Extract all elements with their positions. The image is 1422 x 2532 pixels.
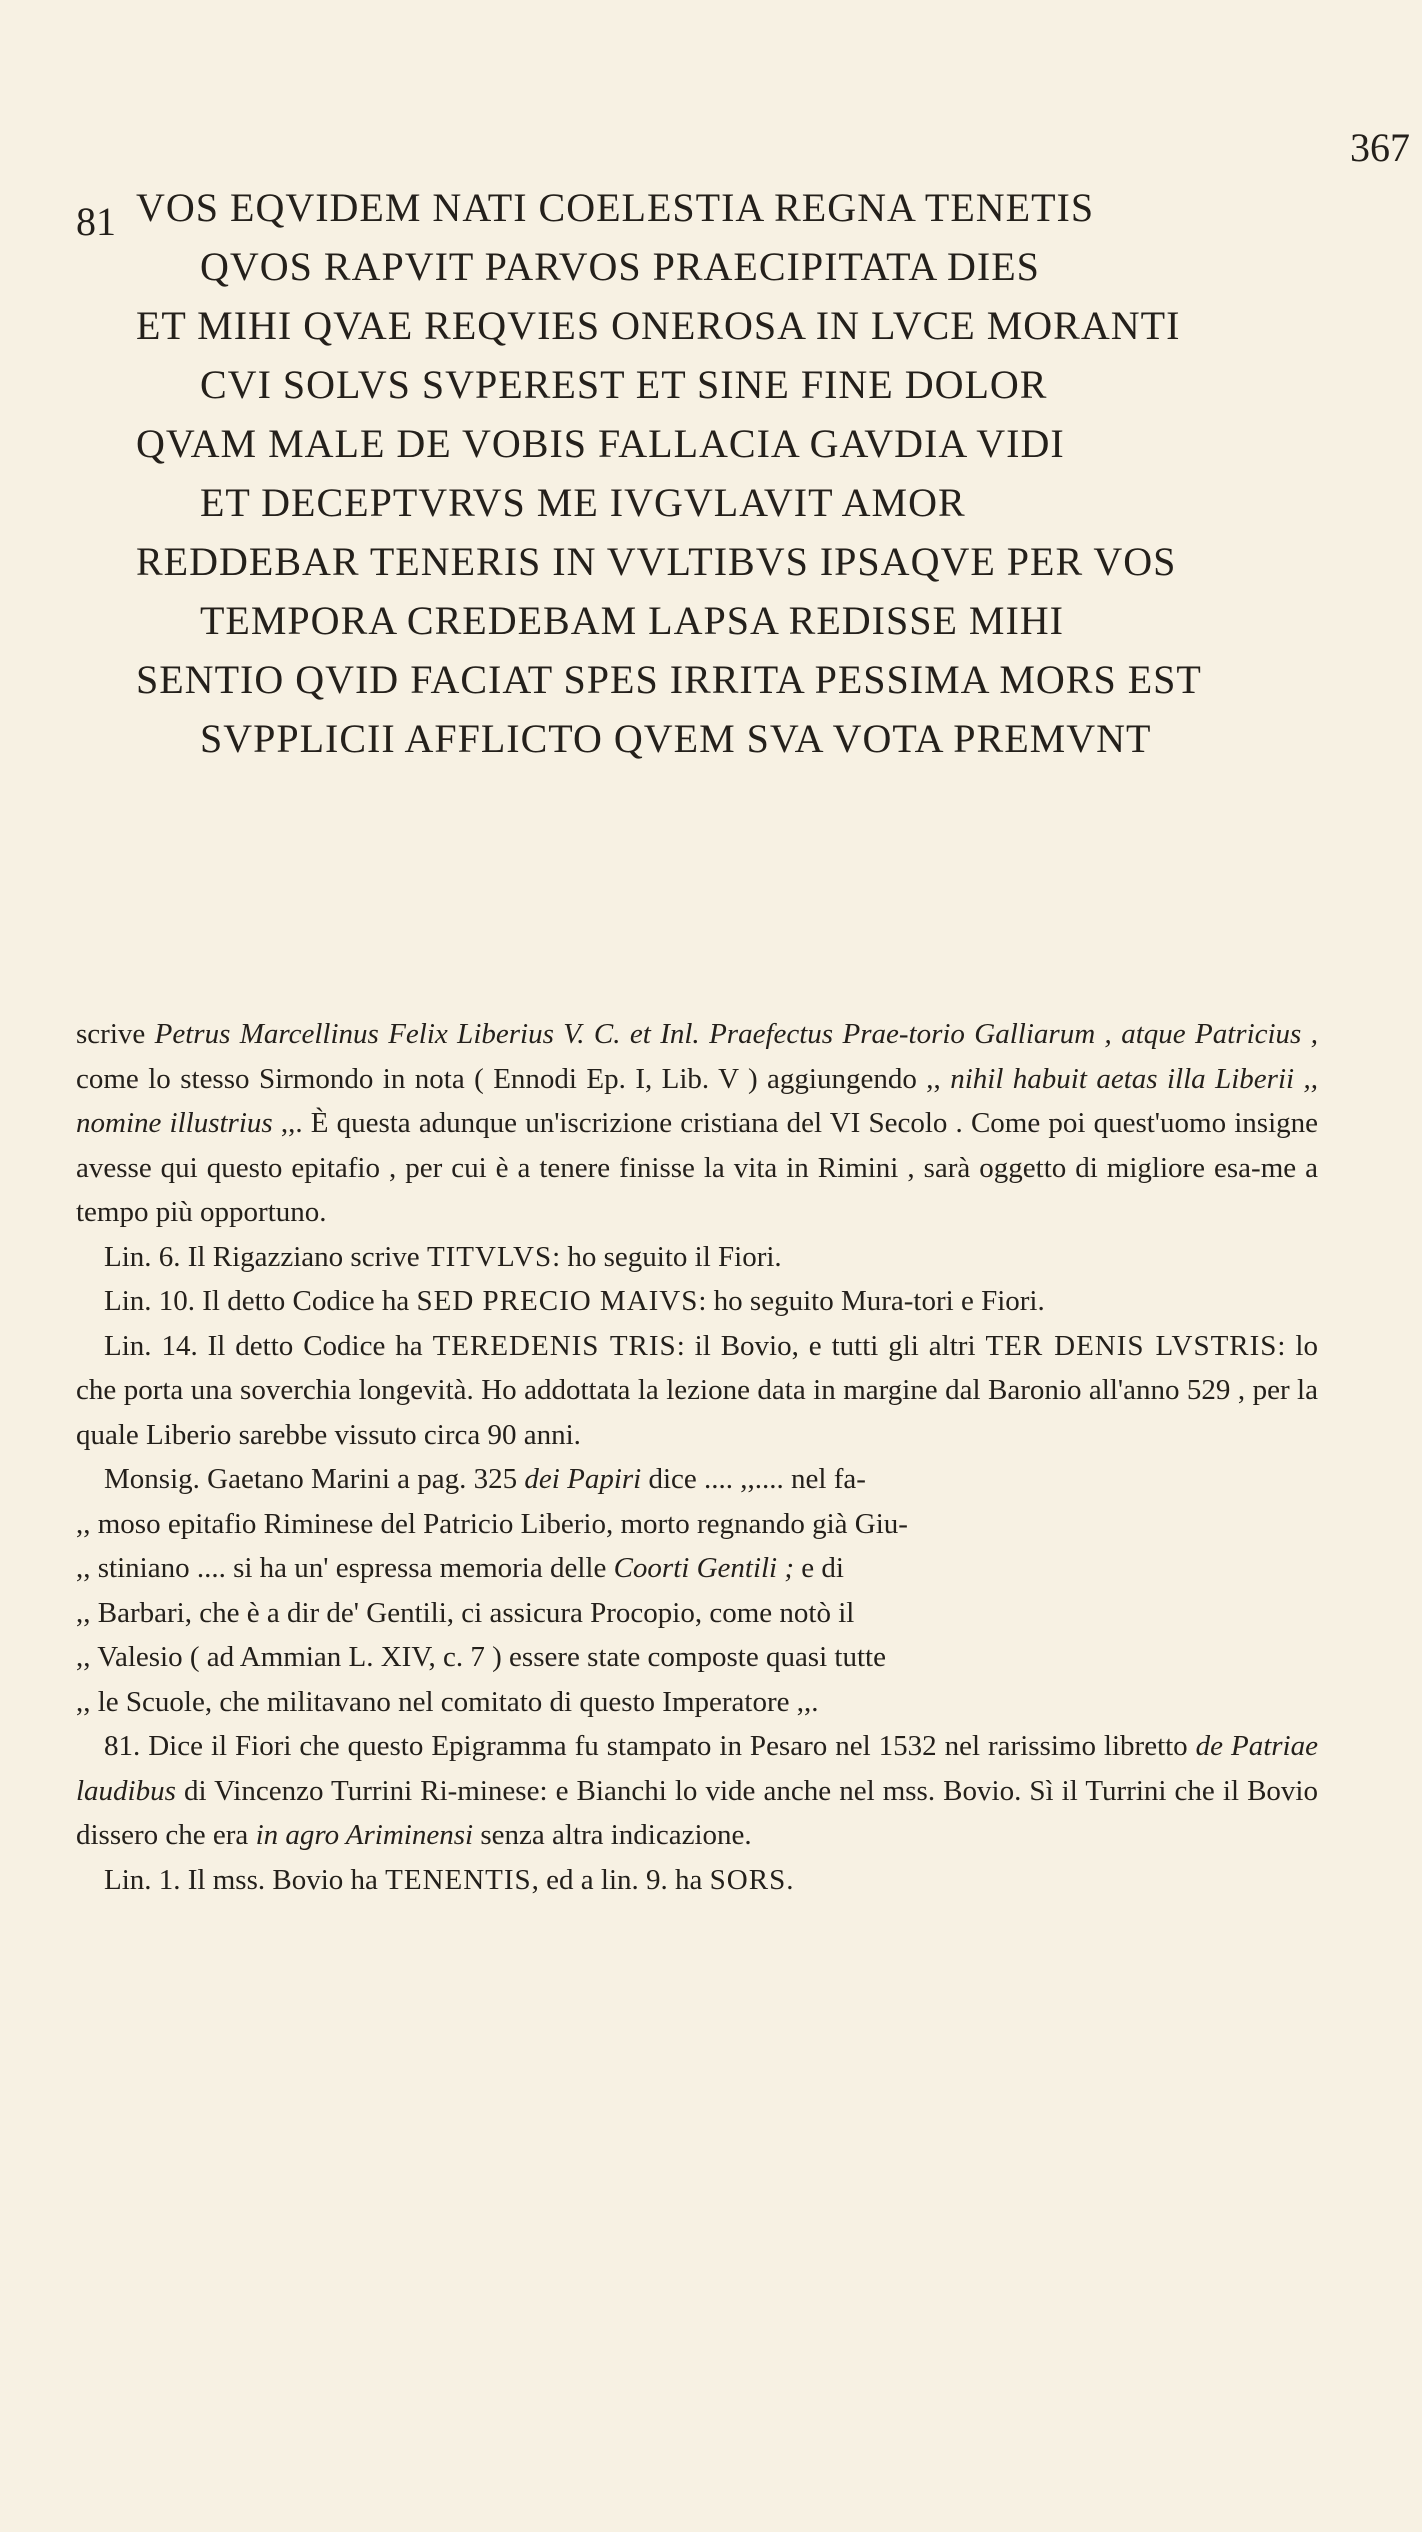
verse-line-6: ET DECEPTVRVS ME IVGVLAVIT AMOR [200, 480, 966, 525]
epigram-number: 81 [76, 199, 116, 244]
note-italic: de Patriae laudibus [76, 1730, 1318, 1807]
note-italic: dei Papiri [524, 1463, 642, 1495]
epigram-81 [0, 178, 1422, 768]
note-inscription: SED PRECIO MAIVS [416, 1285, 699, 1317]
note-text: Lin. 6. Il Rigazziano scrive [104, 1240, 427, 1273]
note-paragraph-7 [76, 1858, 1318, 1903]
note-text: Monsig. Gaetano Marini a pag. 325 [104, 1463, 525, 1495]
note-paragraph-6 [76, 1724, 1318, 1858]
verse-line-5: QVAM MALE DE VOBIS FALLACIA GAVDIA VIDI [136, 421, 1065, 466]
verse-line-2: QVOS RAPVIT PARVOS PRAECIPITATA DIES [200, 244, 1040, 289]
note-text: ,,. È questa adunque un'iscrizione cristiana del VI Secolo . Come poi quest'uomo insigne avesse qui questo epitafio , per cui è a tenere finisse la vita in Rimini , sarà oggetto di migliore esa-me a tempo più opportuno. [76, 1107, 1318, 1228]
quote-line [76, 1502, 1318, 1547]
note-text: . [786, 1863, 794, 1896]
verse-line-3: ET MIHI QVAE REQVIES ONEROSA IN LVCE MORANTI [136, 303, 1181, 348]
note-paragraph-1 [76, 1012, 1318, 1235]
quote-line [76, 1635, 1318, 1680]
note-text: ,, Valesio ( ad Ammian L. XIV, c. 7 ) essere state composte quasi tutte [76, 1641, 886, 1673]
note-paragraph-5 [76, 1457, 1318, 1502]
verse-line-9: SENTIO QVID FACIAT SPES IRRITA PESSIMA MORS EST [136, 657, 1202, 702]
note-text: : lo che porta una soverchia longevità. Ho addottata la lezione data in margine dal Baronio all'anno 529 , per la quale Liberio sarebbe vissuto circa 90 anni. [76, 1329, 1318, 1451]
note-text: Lin. 1. Il mss. Bovio ha [104, 1863, 386, 1896]
note-text: : ho seguito Mura-tori e Fiori. [698, 1285, 1045, 1317]
quote-line [76, 1546, 1318, 1591]
note-italic: in agro Ariminensi [255, 1819, 474, 1851]
note-italic: nihil habuit aetas illa Liberii ,, nomine illustrius [76, 1062, 1318, 1139]
note-text: Lin. 10. Il detto Codice ha [104, 1285, 417, 1317]
commentary [76, 1012, 1318, 1902]
verse-line-1: VOS EQVIDEM NATI COELESTIA REGNA TENETIS [136, 185, 1095, 230]
verse-line-7: REDDEBAR TENERIS IN VVLTIBVS IPSAQVE PER VOS [136, 539, 1177, 584]
note-text: ,, le Scuole, che militavano nel comitato di questo Imperatore ,,. [76, 1685, 819, 1718]
note-text: , ed a lin. 9. ha [531, 1863, 710, 1896]
note-inscription: TENENTIS [385, 1863, 532, 1896]
note-text: senza altra indicazione. [473, 1819, 752, 1851]
note-inscription: TER DENIS LVSTRIS [985, 1329, 1278, 1362]
note-text: ,, moso epitafio Riminese del Patricio Liberio, morto regnando già Giu- [76, 1507, 908, 1540]
verse-line-8: TEMPORA CREDEBAM LAPSA REDISSE MIHI [200, 598, 1065, 643]
note-text: 81. Dice il Fiori che questo Epigramma fu stampato in Pesaro nel 1532 nel rarissimo libretto [104, 1730, 1196, 1762]
note-inscription: TITVLVS [426, 1240, 553, 1273]
quote-line [76, 1680, 1318, 1725]
note-text: : ho seguito il Fiori. [552, 1240, 782, 1273]
note-text: ,, stiniano .... si ha un' espressa memoria delle [76, 1552, 614, 1584]
page-number: 367 [1350, 125, 1410, 170]
note-text: di Vincenzo Turrini Ri-minese: e Bianchi lo vide anche nel mss. Bovio. Sì il Turrini che il Bovio dissero che era [76, 1774, 1318, 1851]
note-inscription: SORS [709, 1863, 787, 1896]
verse-line-10: SVPPLICII AFFLICTO QVEM SVA VOTA PREMVNT [200, 716, 1152, 761]
note-paragraph-3 [76, 1279, 1318, 1324]
note-text: Lin. 14. Il detto Codice ha [104, 1329, 433, 1362]
note-paragraph-2 [76, 1235, 1318, 1280]
note-text: dice .... ,,.... nel fa- [641, 1463, 866, 1495]
note-text: scrive [76, 1018, 155, 1050]
note-italic: Petrus Marcellinus Felix Liberius V. C. et Inl. Praefectus Prae-torio Galliarum , atque Patricius , [154, 1018, 1318, 1050]
note-inscription: TEREDENIS TRIS [432, 1329, 677, 1362]
verse-line-4: CVI SOLVS SVPEREST ET SINE FINE DOLOR [200, 362, 1048, 407]
note-text: e di [794, 1552, 844, 1584]
quote-line [76, 1591, 1318, 1636]
note-text: : il Bovio, e tutti gli altri [676, 1329, 986, 1362]
note-text: ,, Barbari, che è a dir de' Gentili, ci assicura Procopio, come notò il [76, 1596, 855, 1629]
note-text: come lo stesso Sirmondo in nota ( Ennodi Ep. I, Lib. V ) aggiungendo ,, [76, 1062, 951, 1095]
note-italic: Coorti Gentili ; [613, 1552, 795, 1584]
note-paragraph-4 [76, 1324, 1318, 1458]
